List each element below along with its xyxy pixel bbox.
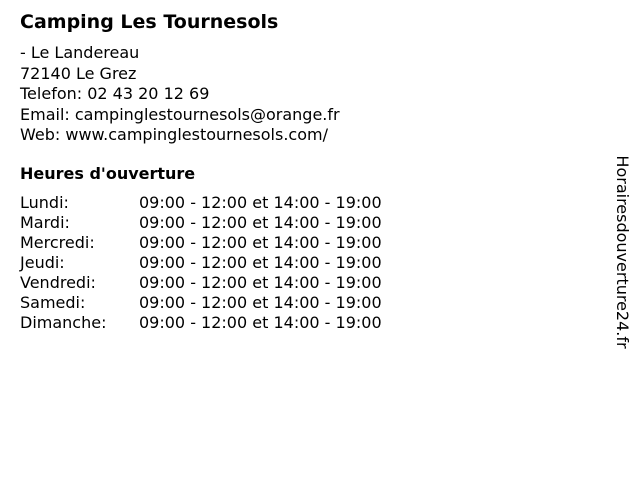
time-range: 09:00 - 12:00 et 14:00 - 19:00 [139,193,382,212]
phone-line: Telefon: 02 43 20 12 69 [20,84,210,103]
day-label: Lundi: [20,193,69,212]
contact-block [20,43,340,146]
time-range: 09:00 - 12:00 et 14:00 - 19:00 [139,313,382,332]
address-street: - Le Landereau [20,43,140,62]
day-label: Mardi: [20,213,70,232]
time-range: 09:00 - 12:00 et 14:00 - 19:00 [139,213,382,232]
time-range: 09:00 - 12:00 et 14:00 - 19:00 [139,293,382,312]
email-line: Email: campinglestournesols@orange.fr [20,104,340,124]
hours-row-tuesday [20,213,382,233]
time-range: 09:00 - 12:00 et 14:00 - 19:00 [139,253,382,272]
hours-row-friday [20,273,382,293]
site-credit-vertical: Horairesdouverture24.fr [613,155,632,349]
hours-row-saturday [20,293,382,313]
hours-row-wednesday [20,233,382,253]
day-label: Dimanche: [20,313,107,332]
time-range: 09:00 - 12:00 et 14:00 - 19:00 [139,273,382,292]
address-city: 72140 Le Grez [20,63,137,83]
hours-row-thursday [20,253,382,273]
opening-hours-heading: Heures d'ouverture [20,164,196,183]
website-line: Web: www.campinglestournesols.com/ [20,125,328,144]
business-name: Camping Les Tournesols [20,11,279,33]
time-range: 09:00 - 12:00 et 14:00 - 19:00 [139,233,382,252]
day-label: Samedi: [20,293,86,312]
day-label: Jeudi: [20,253,65,272]
day-label: Vendredi: [20,273,96,292]
hours-row-sunday [20,313,382,333]
hours-row-monday [20,193,382,213]
opening-hours-table [20,193,382,333]
day-label: Mercredi: [20,233,95,252]
